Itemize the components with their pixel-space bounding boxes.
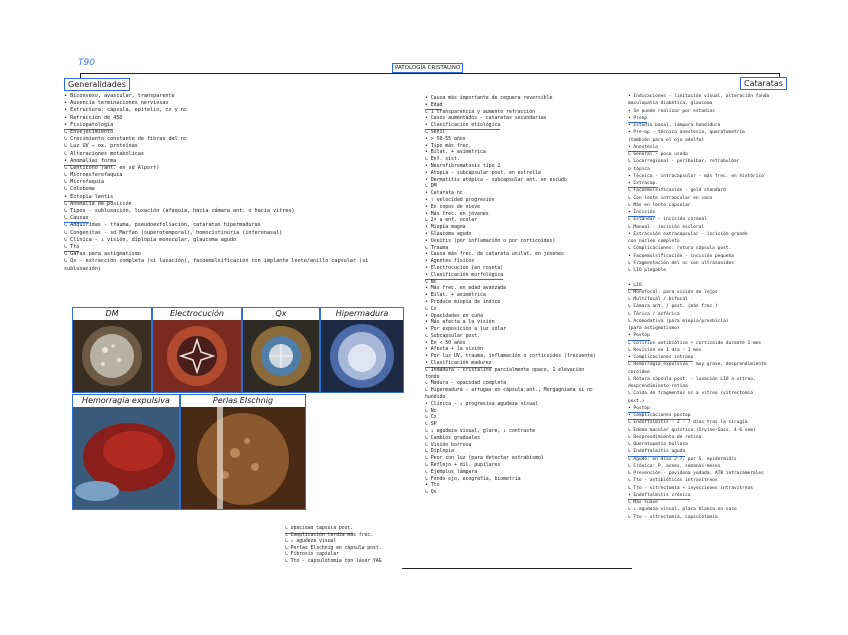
note-line: ↳ Lenticono (ant. en sd Alport) xyxy=(64,164,160,171)
note-line: • Tto xyxy=(425,482,440,489)
note-line: • Clínica - ↓ progresiva agudeza visual xyxy=(425,400,538,407)
note-line: maculopatía diabética, glaucoma xyxy=(628,101,713,107)
note-heading: • Edad xyxy=(425,101,443,108)
note-heading: • Extracap. xyxy=(628,180,658,188)
note-line: ↳ DM xyxy=(425,183,437,190)
note-line: • Facoemulsificación - incisión pequeña xyxy=(628,253,734,259)
note-heading: ↳ Causas xyxy=(64,215,89,223)
note-line: ↳ ↓ agudeza visual, glare, ↓ contraste xyxy=(425,428,535,435)
note-line: • Dermatitis atópica - subcapsular ant. en escudo xyxy=(425,176,567,183)
note-line xyxy=(425,360,630,367)
page-title: PATOLOGÍA CRISTALINO xyxy=(392,63,463,73)
note-line xyxy=(628,115,788,122)
note-line: ↳ Fibrosis capsular xyxy=(285,552,339,558)
note-line: ↳ Microesferofaquia xyxy=(64,172,123,179)
note-line: ↳ Envejecimiento xyxy=(64,128,114,135)
note-line: ↳ Monofocal: para visión de lejos xyxy=(628,289,718,295)
note-line: ↳ Multifocal / bifocal xyxy=(628,297,688,302)
note-line: ↳ Complicación tardía más frec. xyxy=(285,532,373,538)
note-line: • Indicaciones - limitación visual, alteración fondo xyxy=(628,94,770,99)
note-heading: ↳ Endoftalmitis aguda xyxy=(628,448,685,456)
note-line: ↳ Hipermadura - arrugas en cápsula ant., Morgagniana si nc xyxy=(425,387,593,394)
note-line: coroideo xyxy=(628,369,650,375)
note-line: • ↑ velocidad progresión xyxy=(425,196,495,203)
note-line: ↳ Cx xyxy=(425,305,437,312)
bottom-frame-line xyxy=(402,568,632,569)
note-line: ↳ Acomodativa (para miopía/presbicia) xyxy=(628,318,729,324)
image-caption: Perlas Elschnig xyxy=(212,396,274,405)
image-panel-perlas xyxy=(180,394,306,510)
note-line xyxy=(628,274,788,281)
note-line: ↳ Tto - vitrectomía + inyecciones intravítreas xyxy=(628,485,753,491)
note-line: ↳ Endoftalmitis - 2 - 7 días tras la cirugía xyxy=(628,420,748,426)
note-line: ↳ Queratopatía bullosa xyxy=(628,442,688,447)
note-line: ↳ Rotura cápsula post. - luxación LIO a vítreo, xyxy=(628,376,756,382)
note-line: post.) xyxy=(628,398,645,404)
note-heading: ↳ Tto xyxy=(64,244,79,252)
note-line: ↳ Diplopía xyxy=(425,448,454,455)
note-heading: • Clasificación madurez xyxy=(425,360,492,367)
note-line: ↳ Hemorragia expulsiva - muy grave, desprendimiento xyxy=(628,362,767,368)
note-line: • Causa más frec. de catarata unilat. en jóvenes xyxy=(425,251,564,258)
note-line: o tópica xyxy=(628,166,650,172)
note-line: ↳ Inmadura - cristalino parcialmente opaco, 1 elevación xyxy=(425,366,585,373)
note-line: ↳ Madura - opacidad completa xyxy=(425,380,507,387)
note-line: ↳ Más suave xyxy=(628,500,658,505)
note-line xyxy=(628,492,788,499)
note-line: ↳ Con lente intraocular en saco xyxy=(628,195,713,201)
note-line: ↳ Enf. sist. xyxy=(425,156,460,163)
image-caption: DM xyxy=(105,309,119,318)
note-line: ↳ General - poco usada xyxy=(628,152,688,157)
note-line: ↳ Desprendimiento de retina xyxy=(628,434,702,440)
note-line: • Pre-op - técnica anestesia, queratometría xyxy=(628,130,745,136)
note-line: ↳ Estándar - incisión corneal xyxy=(628,217,707,223)
top-frame-line xyxy=(80,73,780,74)
note-line: ↳ Cambios graduales xyxy=(425,434,480,441)
middle-column-notes xyxy=(425,95,630,503)
note-line: ↳ Cx xyxy=(425,414,437,421)
image-panel-qx xyxy=(242,307,320,393)
note-line: • Bilat. + asimétrica xyxy=(425,149,486,156)
note-line: (también para el ojo adelfo) xyxy=(628,137,705,143)
note-line: ↳ Fondo ojo, ecografía, biometría xyxy=(425,475,521,482)
note-line xyxy=(64,122,404,129)
note-line: ↳ Visión borrosa xyxy=(425,441,472,448)
note-line: • Más afecta a la visión xyxy=(425,319,495,326)
note-line: ↳ Edema macular quístico (Irvine-Gass, 4-6 sem) xyxy=(628,427,756,433)
note-line: ↳ Ejemplos lámpara xyxy=(425,468,478,475)
note-line: ↳ Peor con luz (para detectar estrabismo) xyxy=(425,455,544,462)
note-line: ↳ Anomalía de posición xyxy=(64,200,132,207)
note-line: hundido xyxy=(425,394,446,401)
note-line: ↳ SP xyxy=(425,421,437,428)
note-line: • Tipo más frec. xyxy=(425,142,472,149)
note-line: • Estudio basal, lámpara hendidura xyxy=(628,123,721,128)
note-line: ↳ LIO plegable xyxy=(628,268,667,273)
note-line: • Refracción de 45D xyxy=(64,114,123,121)
note-line: ↳ Trauma xyxy=(425,244,449,251)
note-line: ↳ Más en lente capsular xyxy=(628,202,691,208)
note-line xyxy=(628,354,788,361)
image-panel-hemorragia xyxy=(72,394,180,510)
note-line xyxy=(64,244,404,251)
note-line: • Se puede realizar por estadios xyxy=(628,108,715,114)
note-line: • Estructura: cápsula, epitelio, cx y nc xyxy=(64,107,187,114)
note-heading: • Ectopia lentis xyxy=(64,194,113,202)
note-line: ↳ Alteraciones metabólicas xyxy=(64,150,144,157)
note-line xyxy=(628,209,788,216)
note-line: subluxación) xyxy=(64,265,101,272)
left-column-notes xyxy=(64,93,404,273)
note-line: ↳ 2ª a enf. ocular xyxy=(425,217,478,224)
note-heading: • LIO xyxy=(628,282,642,290)
note-heading: • Clasificación morfológica xyxy=(425,271,504,278)
note-line: ↳ Locorregional - peribulbar, retrobulbar xyxy=(628,159,740,165)
note-line: ↳ Congénitas - sd Marfan (superotemporal), homocistinuria (inferonasal) xyxy=(64,229,283,236)
note-line xyxy=(628,180,788,187)
note-line xyxy=(628,144,788,151)
note-heading: • Anestesia xyxy=(628,144,658,152)
note-heading: • Postop xyxy=(628,405,650,413)
note-line: fondo xyxy=(425,373,440,380)
note-line: desprendimiento retina xyxy=(628,384,688,389)
note-line: ↳ Tto - antibióticos intravítreos xyxy=(628,478,718,484)
note-line: • Neurofibromatosis tipo 2 xyxy=(425,162,501,169)
note-line xyxy=(425,102,630,109)
note-line: ↳ Colirios antibiótico + corticoide durante 1 mes xyxy=(628,340,762,346)
note-line: ↳ Coloboma xyxy=(64,186,95,193)
section-label-cataratas: Cataratas xyxy=(740,77,787,90)
note-heading: • Complicaciones postop xyxy=(628,412,690,420)
note-line: ↳ Luz UV → ox. proteínas xyxy=(64,143,138,150)
right-column-notes xyxy=(628,93,788,521)
note-line: • Atopia - subcapsular post. en estrella xyxy=(425,169,541,176)
note-line: (para astigmatismo) xyxy=(628,326,680,331)
note-line: • En copos de nieve xyxy=(425,203,480,210)
note-line: • Afecta + la visión xyxy=(425,346,483,353)
note-line: ↳ Agudo: en días 2-7, por S. epidermidis xyxy=(628,456,737,462)
note-line: ↳ Qx - extracción completa (si luxación), facoemulsificación con implante lente/anillo capsular (si xyxy=(64,258,369,265)
note-line: • Por exposición a luz solar xyxy=(425,326,507,333)
note-heading: • Anomalías forma xyxy=(64,158,116,166)
note-line: ↳ ↓ agudeza visual, placa blanca en saco xyxy=(628,507,737,513)
note-line: ↳ Reflejo + dil. pupilares xyxy=(425,462,501,469)
image-panel-dm xyxy=(72,307,152,393)
note-line: ↳ Tto - capsulotomía con láser YAG xyxy=(285,558,382,564)
note-line: • Más frec. en jóvenes xyxy=(425,210,489,217)
note-line: • Bilat. + asimétrica xyxy=(425,292,486,299)
note-line: ↳ Caída de fragmentos nc a vítreo (vitrectomía xyxy=(628,391,753,397)
note-line: • Uveítis (por inflamación o por corticoides) xyxy=(425,237,556,244)
note-line: • Produce miopía de índice xyxy=(425,298,501,305)
note-line: • > 50-55 años xyxy=(425,135,466,142)
image-caption: Qx xyxy=(275,309,287,318)
note-line xyxy=(425,496,630,503)
image-caption: Hipermadura xyxy=(335,309,389,318)
cataract-qx-image xyxy=(243,320,319,392)
note-line: • Glaucoma agudo xyxy=(425,230,472,237)
note-line: con núcleo completo xyxy=(628,239,680,244)
note-line xyxy=(628,405,788,412)
image-caption: Hemorragia expulsiva xyxy=(82,396,170,405)
note-heading: • Postop xyxy=(628,332,650,340)
note-line xyxy=(628,412,788,419)
note-line: ↳ ↓ agudeza visual xyxy=(285,539,337,545)
note-line: ↳ Prevención - povidona yodada, ATB intracamerales xyxy=(628,471,764,476)
note-line: • Agentes físicos xyxy=(425,258,475,265)
note-line: ↳ Qx xyxy=(425,489,437,496)
note-line xyxy=(425,122,630,129)
note-line: • En < 50 años xyxy=(425,339,466,346)
note-line: ↳ Crecimiento constante de fibras del nc xyxy=(64,136,187,143)
note-heading: • Preop xyxy=(628,115,647,123)
note-line xyxy=(64,158,404,165)
note-line xyxy=(64,194,404,201)
note-line: ↳ Microfaquia xyxy=(64,179,104,186)
note-heading: • Clasificación etiológica xyxy=(425,122,501,129)
note-line: • Por luz UV, trauma, inflamación o corticoides (frecuente) xyxy=(425,353,596,360)
image-panel-hipermadura xyxy=(320,307,404,393)
note-line: ↳ Nc xyxy=(425,407,437,414)
note-line: ↳ Perlas Elschnig en cápsula post. xyxy=(285,545,382,551)
note-line: ↳ Tto - vitrectomía, capsulotomía xyxy=(628,514,718,520)
note-line: ↳ Cámara ant. / post. (más frec.) xyxy=(628,304,718,310)
note-line: ↳ Facoemulsificación - gold standard xyxy=(628,188,726,194)
note-line: ↳ Nc xyxy=(425,278,437,285)
note-line: ↳ Subcapsular post. xyxy=(425,332,480,339)
note-line xyxy=(425,272,630,279)
note-line: • Opacidades en cuña xyxy=(425,312,483,319)
note-line: • Extracción extracapsular - incisión grande xyxy=(628,231,748,237)
note-line xyxy=(628,448,788,455)
note-heading: ↳ Opacidad cápsula post. xyxy=(285,526,353,534)
note-heading: • Fisiopatología xyxy=(64,122,113,130)
note-line: • Técnica - intracapsular - más frec. en histórico xyxy=(628,173,764,179)
note-line: ↳ Manual - incisión escleral xyxy=(628,224,705,230)
note-line: • Biconvexo, avascular, transparente xyxy=(64,93,175,99)
note-line: • Más frec. en edad avanzada xyxy=(425,285,507,292)
note-line: ↳ Revisión en 1 día - 1 mes xyxy=(628,347,702,353)
note-line: ↳ Gafas para astigmatismo xyxy=(64,251,141,258)
corner-note: T90 xyxy=(78,58,95,68)
image-caption: Electrocución xyxy=(170,309,224,318)
note-line: ↳ Clínica - ↓ visión, diplopía monocular, glaucoma agudo xyxy=(64,236,237,243)
note-heading: • Complicaciones intraop xyxy=(628,354,693,362)
note-line xyxy=(285,526,403,533)
note-line: ↳ 1 transparencia y aumento refracción xyxy=(425,108,535,115)
elschnig-pearls-image xyxy=(181,407,305,509)
cataract-dm-image xyxy=(73,320,151,392)
cataract-electrocution-image xyxy=(153,320,241,392)
note-line: ↳ Senil xyxy=(425,128,446,135)
note-line: ↳ Tipos - subluxación, luxación (afaquia, hacia cámara ant. o hacia vítreo) xyxy=(64,208,295,214)
note-line: ↳ Fragmentación del nc con ultrasonidos xyxy=(628,260,734,266)
note-line: • Ausencia terminaciones nerviosas xyxy=(64,100,169,107)
note-line: • Casos aumentados - cataratas secundarias xyxy=(425,115,547,122)
note-line: ↳ Adquiridas - trauma, pseudoexfoliación, cataratas hipermaduras xyxy=(64,222,261,229)
note-line: ↳ Complicaciones: rotura cápsula post. xyxy=(628,246,732,252)
expulsive-hemorrhage-image xyxy=(73,407,179,509)
note-line xyxy=(628,282,788,289)
bottom-note xyxy=(285,526,403,566)
note-line: • Electrocución (en roseta) xyxy=(425,264,504,271)
section-label-generalidades: Generalidades xyxy=(64,78,130,91)
note-line: • Miopía magna xyxy=(425,224,466,231)
note-line xyxy=(628,332,788,339)
note-line: • Catarata nc xyxy=(425,190,463,197)
note-line: ↳ Tórica / asférica xyxy=(628,311,680,317)
note-line: • Causa más importante de ceguera reversible xyxy=(425,95,553,101)
note-heading: • Incisión xyxy=(628,209,655,217)
cataract-hypermature-image xyxy=(321,320,403,392)
image-panel-electrocucion xyxy=(152,307,242,393)
note-line: ↳ Crónico: P. acnes, semanas-meses xyxy=(628,463,721,469)
note-heading: • Endoftalmitis crónica xyxy=(628,492,690,500)
